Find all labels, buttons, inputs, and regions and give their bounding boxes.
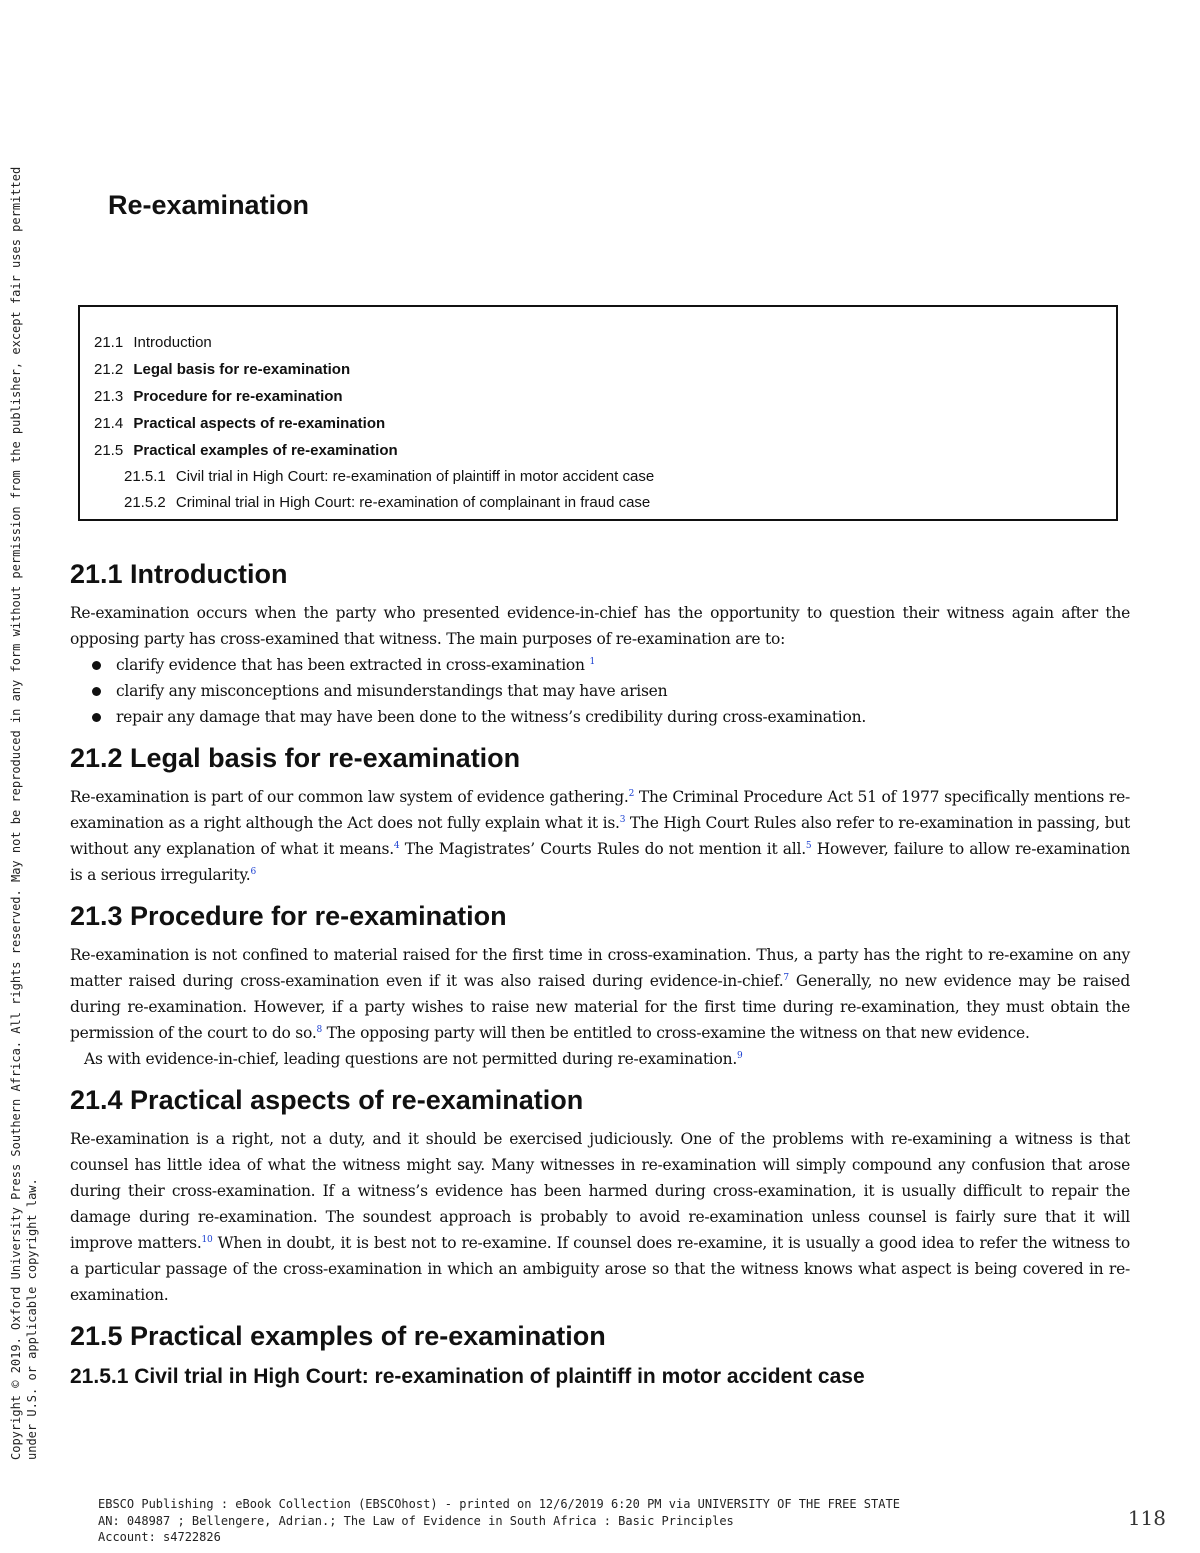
toc-item[interactable] bbox=[94, 329, 1116, 356]
text-run: As with evidence-in-chief, leading questions are not permitted during re-examination. bbox=[84, 1050, 737, 1068]
section-heading: 21.5 Practical examples of re-examination bbox=[70, 1321, 606, 1351]
text-run: Re-examination is part of our common law system of evidence gathering. bbox=[70, 788, 629, 806]
list-item-text: repair any damage that may have been done to the witness’s credibility during cross-examination. bbox=[116, 708, 867, 726]
toc-item-number: 21.2 bbox=[94, 361, 124, 378]
paragraph bbox=[70, 784, 1130, 888]
page-number: 118 bbox=[1127, 1506, 1166, 1530]
footnote-ref[interactable]: 4 bbox=[393, 841, 400, 851]
copyright-side-note bbox=[8, 130, 40, 1460]
text-run: Generally, no new evidence may be raised during re-examination. However, if a party wishes to raise new material for the first time during re-examination, they must obtain the permission of the court to do so. bbox=[70, 972, 1130, 1042]
table-of-contents bbox=[78, 305, 1118, 521]
toc-item-label: Practical examples of re-examination bbox=[133, 442, 398, 459]
toc-item-label: Civil trial in High Court: re-examination of plaintiff in motor accident case bbox=[175, 468, 655, 485]
text-run: The High Court Rules also refer to re-examination in passing, but without any explanation of what it means. bbox=[70, 814, 1130, 858]
text-run: Re-examination is a right, not a duty, and it should be exercised judiciously. One of the problems with re-examining a witness is that counsel has little idea of what the witness might say. Many witnesses in re-examination will simply compound any confusion that arose during their cross-examination. If a witness’s evidence has been harmed during cross-examination, it is usually difficult to repair the damage during re-examination. The soundest approach is probably to avoid re-examination unless counsel is fairly sure that it will improve matters. bbox=[70, 1130, 1130, 1252]
list-item bbox=[92, 678, 1130, 704]
bullet-icon bbox=[92, 687, 101, 696]
toc-item-number: 21.1 bbox=[94, 334, 124, 351]
text-run: The Magistrates’ Courts Rules do not mention it all. bbox=[399, 840, 806, 858]
toc-item-label: Practical aspects of re-examination bbox=[133, 415, 386, 432]
section-heading: 21.3 Procedure for re-examination bbox=[70, 901, 507, 931]
paragraph bbox=[70, 1126, 1130, 1308]
list-item bbox=[92, 704, 1130, 730]
toc-subitem[interactable] bbox=[94, 490, 1116, 516]
text-run: When in doubt, it is best not to re-examine. If counsel does re-examine, it is usually a good idea to refer the witness to a particular passage of the cross-examination in which an ambiguity arose so that the witness knows what aspect is being covered in re-examination. bbox=[70, 1234, 1130, 1304]
text-run: The Criminal Procedure Act 51 of 1977 specifically mentions re-examination as a right although the Act does not fully explain what it is. bbox=[70, 788, 1130, 832]
toc-item[interactable] bbox=[94, 410, 1116, 437]
print-footer bbox=[98, 1496, 900, 1546]
footnote-ref[interactable]: 7 bbox=[783, 973, 789, 983]
footnote-ref[interactable]: 8 bbox=[316, 1025, 322, 1035]
toc-item-number: 21.5 bbox=[94, 442, 124, 459]
section-practical-examples bbox=[70, 1318, 1130, 1392]
footnote-ref[interactable]: 1 bbox=[589, 657, 595, 667]
section-legal-basis bbox=[70, 740, 1130, 888]
bullet-icon bbox=[92, 661, 101, 670]
chapter-title: Re-examination bbox=[108, 190, 310, 220]
section-heading: 21.2 Legal basis for re-examination bbox=[70, 743, 521, 773]
footer-line-2: AN: 048987 ; Bellengere, Adrian.; The Law of Evidence in South Africa : Basic Principles bbox=[98, 1513, 734, 1528]
paragraph bbox=[70, 1046, 1130, 1072]
bullet-icon bbox=[92, 713, 101, 722]
list-item-text: clarify evidence that has been extracted in cross-examination bbox=[116, 656, 585, 674]
footnote-ref[interactable]: 6 bbox=[250, 867, 256, 877]
footnote-ref[interactable]: 9 bbox=[737, 1051, 743, 1061]
section-practical-aspects bbox=[70, 1082, 1130, 1308]
toc-item-label: Procedure for re-examination bbox=[133, 388, 343, 405]
toc-item[interactable] bbox=[94, 437, 1116, 464]
section-introduction bbox=[70, 556, 1130, 730]
paragraph: Re-examination occurs when the party who presented evidence-in-chief has the opportunity to question their witness again after the opposing party has cross-examined that witness. The main purposes of re-examination are to: bbox=[70, 604, 1130, 648]
text-run: Re-examination is not confined to material raised for the first time in cross-examination. Thus, a party has the right to re-examine on any matter raised during cross-examination even if it was also raised during evidence-in-chief. bbox=[70, 946, 1130, 990]
footnote-ref[interactable]: 2 bbox=[628, 789, 635, 799]
toc-item-number: 21.5.2 bbox=[124, 494, 166, 511]
main-content bbox=[70, 556, 1130, 1392]
text-run: However, failure to allow re-examination is a serious irregularity. bbox=[70, 840, 1131, 884]
subsection-heading: 21.5.1 Civil trial in High Court: re-examination of plaintiff in motor accident case bbox=[70, 1365, 865, 1388]
section-heading: 21.1 Introduction bbox=[70, 559, 288, 589]
toc-subitem[interactable] bbox=[94, 464, 1116, 490]
footer-line-3: Account: s4722826 bbox=[98, 1530, 221, 1544]
list-item bbox=[92, 652, 1130, 678]
toc-item[interactable] bbox=[94, 356, 1116, 383]
section-heading: 21.4 Practical aspects of re-examination bbox=[70, 1085, 584, 1115]
paragraph bbox=[70, 942, 1130, 1046]
list-item-text: clarify any misconceptions and misunderstandings that may have arisen bbox=[116, 682, 668, 700]
toc-item-label: Criminal trial in High Court: re-examination of complainant in fraud case bbox=[175, 494, 651, 511]
footnote-ref[interactable]: 5 bbox=[805, 841, 812, 851]
toc-item-number: 21.5.1 bbox=[124, 468, 166, 485]
footnote-ref[interactable]: 3 bbox=[619, 815, 626, 825]
purpose-list bbox=[70, 652, 1130, 730]
toc-item-number: 21.4 bbox=[94, 415, 124, 432]
copyright-line-1: Copyright © 2019. Oxford University Press Southern Africa. All rights reserved. May not be reproduced in any form without permission from the publisher, except fair uses permitted bbox=[9, 166, 23, 1460]
footer-line-1: EBSCO Publishing : eBook Collection (EBSCOhost) - printed on 12/6/2019 6:20 PM via UNIVERSITY OF THE FREE STATE bbox=[98, 1497, 900, 1511]
section-procedure bbox=[70, 898, 1130, 1072]
toc-item-label: Legal basis for re-examination bbox=[133, 361, 351, 378]
toc-item-number: 21.3 bbox=[94, 388, 124, 405]
footnote-ref[interactable]: 10 bbox=[201, 1235, 213, 1245]
toc-item-label: Introduction bbox=[133, 334, 212, 351]
copyright-line-2: under U.S. or applicable copyright law. bbox=[25, 1178, 39, 1460]
text-run: The opposing party will then be entitled to cross-examine the witness on that new evidence. bbox=[321, 1024, 1030, 1042]
toc-item[interactable] bbox=[94, 383, 1116, 410]
